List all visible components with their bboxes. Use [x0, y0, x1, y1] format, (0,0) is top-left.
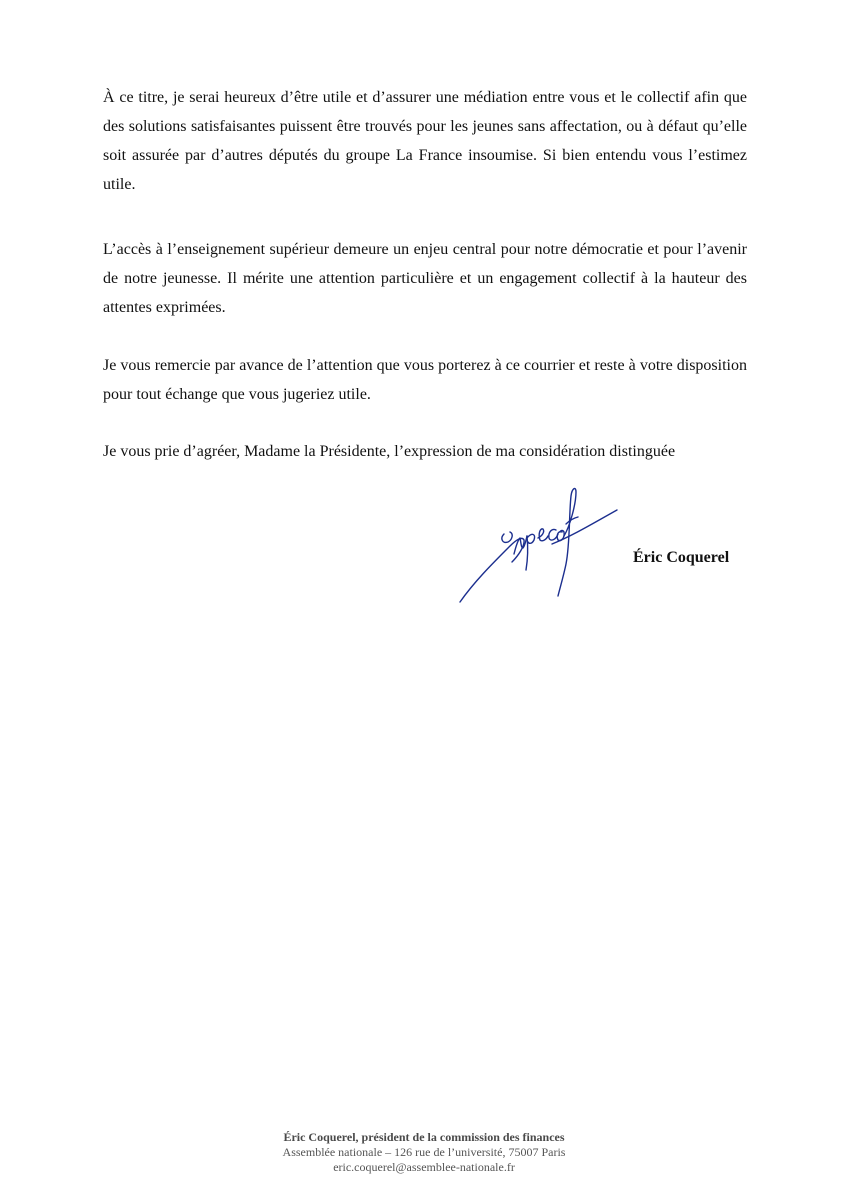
paragraph-thanks: Je vous remercie par avance de l’attention que vous porterez à ce courrier et reste à votre disposition pour tout échange que vous jugeriez utile.	[103, 357, 747, 403]
handwritten-signature	[452, 484, 622, 608]
paragraph-higher-education: L’accès à l’enseignement supérieur demeure un enjeu central pour notre démocratie et pour l’avenir de notre jeunesse. Il mérite une attention particulière et un engagement collectif à la hauteur des attentes exprimées.	[103, 241, 747, 316]
footer-email: eric.coquerel@assemblee-nationale.fr	[333, 1160, 515, 1174]
footer-address: Assemblée nationale – 126 rue de l’université, 75007 Paris	[282, 1145, 566, 1159]
signer-name: Éric Coquerel	[633, 549, 730, 566]
letterhead-footer	[0, 1130, 848, 1175]
paragraph-closing: Je vous prie d’agréer, Madame la Présidente, l’expression de ma considération distinguée	[103, 443, 676, 460]
paragraph-mediation: À ce titre, je serai heureux d’être utile et d’assurer une médiation entre vous et le collectif afin que des solutions satisfaisantes puissent être trouvés pour les jeunes sans affectation, ou à défaut qu’elle soit assurée par d’autres députés du groupe La France insoumise. Si bien entendu vous l’estimez utile.	[103, 89, 747, 193]
footer-title: Éric Coquerel, président de la commission des finances	[283, 1130, 565, 1144]
